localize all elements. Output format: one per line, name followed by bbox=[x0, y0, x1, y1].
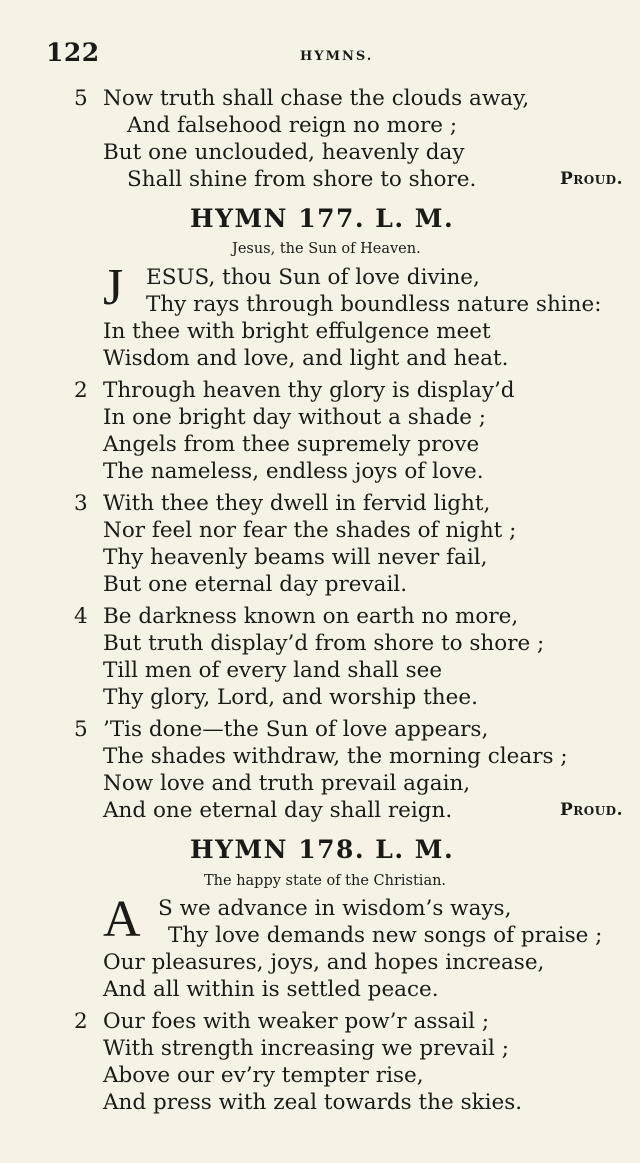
drop-cap: A bbox=[103, 891, 141, 948]
hymn-subtitle: The happy state of the Christian. bbox=[204, 873, 447, 889]
verse-line: Till men of every land shall see bbox=[103, 658, 443, 683]
verse-line: Thy glory, Lord, and worship thee. bbox=[103, 685, 478, 710]
verse-line: And press with zeal towards the skies. bbox=[103, 1090, 523, 1115]
verse-line: With strength increasing we prevail ; bbox=[103, 1036, 509, 1061]
verse-line: With thee they dwell in fervid light, bbox=[103, 491, 491, 516]
verse-number: 5 bbox=[74, 86, 88, 111]
verse-line: ’Tis done—the Sun of love appears, bbox=[103, 717, 489, 742]
verse-line: S we advance in wisdom’s ways, bbox=[158, 896, 512, 921]
verse-line: Above our ev’ry tempter rise, bbox=[103, 1063, 424, 1088]
verse-line: Be darkness known on earth no more, bbox=[103, 604, 519, 629]
verse-line: But one unclouded, heavenly day bbox=[103, 140, 465, 165]
verse-number: 3 bbox=[74, 491, 88, 516]
verse-line: ESUS, thou Sun of love divine, bbox=[146, 265, 480, 290]
verse-line: Now love and truth prevail again, bbox=[103, 771, 471, 796]
verse-line: In one bright day without a shade ; bbox=[103, 405, 487, 430]
drop-cap: J bbox=[103, 259, 124, 316]
verse-line: Now truth shall chase the clouds away, bbox=[103, 86, 530, 111]
verse-line: Wisdom and love, and light and heat. bbox=[103, 346, 509, 371]
verse-line: In thee with bright effulgence meet bbox=[103, 319, 491, 344]
verse-line: And all within is settled peace. bbox=[103, 977, 439, 1002]
page-number: 122 bbox=[46, 38, 100, 67]
attribution: Proud. bbox=[560, 800, 623, 820]
verse-line: Shall shine from shore to shore. bbox=[127, 167, 477, 192]
verse-line: Nor feel nor fear the shades of night ; bbox=[103, 518, 517, 543]
attribution: Proud. bbox=[560, 169, 623, 189]
verse-number: 2 bbox=[74, 378, 88, 403]
verse-line: But truth display’d from shore to shore ; bbox=[103, 631, 545, 656]
verse-line: Our foes with weaker pow’r assail ; bbox=[103, 1009, 490, 1034]
verse-line: Thy love demands new songs of praise ; bbox=[168, 923, 603, 948]
verse-number: 4 bbox=[74, 604, 88, 629]
hymn-title: HYMN 178. L. M. bbox=[190, 835, 455, 864]
verse-number: 5 bbox=[74, 717, 88, 742]
verse-line: But one eternal day prevail. bbox=[103, 572, 408, 597]
verse-number: 2 bbox=[74, 1009, 88, 1034]
verse-line: The shades withdraw, the morning clears ; bbox=[103, 744, 568, 769]
verse-line: Thy heavenly beams will never fail, bbox=[103, 545, 488, 570]
hymn-title: HYMN 177. L. M. bbox=[190, 204, 455, 233]
verse-line: The nameless, endless joys of love. bbox=[103, 459, 484, 484]
verse-line: Through heaven thy glory is display’d bbox=[103, 378, 515, 403]
verse-line: Our pleasures, joys, and hopes increase, bbox=[103, 950, 545, 975]
verse-line: Thy rays through boundless nature shine: bbox=[146, 292, 602, 317]
verse-line: Angels from thee supremely prove bbox=[103, 432, 480, 457]
hymn-subtitle: Jesus, the Sun of Heaven. bbox=[232, 241, 421, 257]
verse-line: And one eternal day shall reign. bbox=[103, 798, 453, 823]
verse-line: And falsehood reign no more ; bbox=[127, 113, 458, 138]
running-head: HYMNS. bbox=[300, 49, 374, 64]
